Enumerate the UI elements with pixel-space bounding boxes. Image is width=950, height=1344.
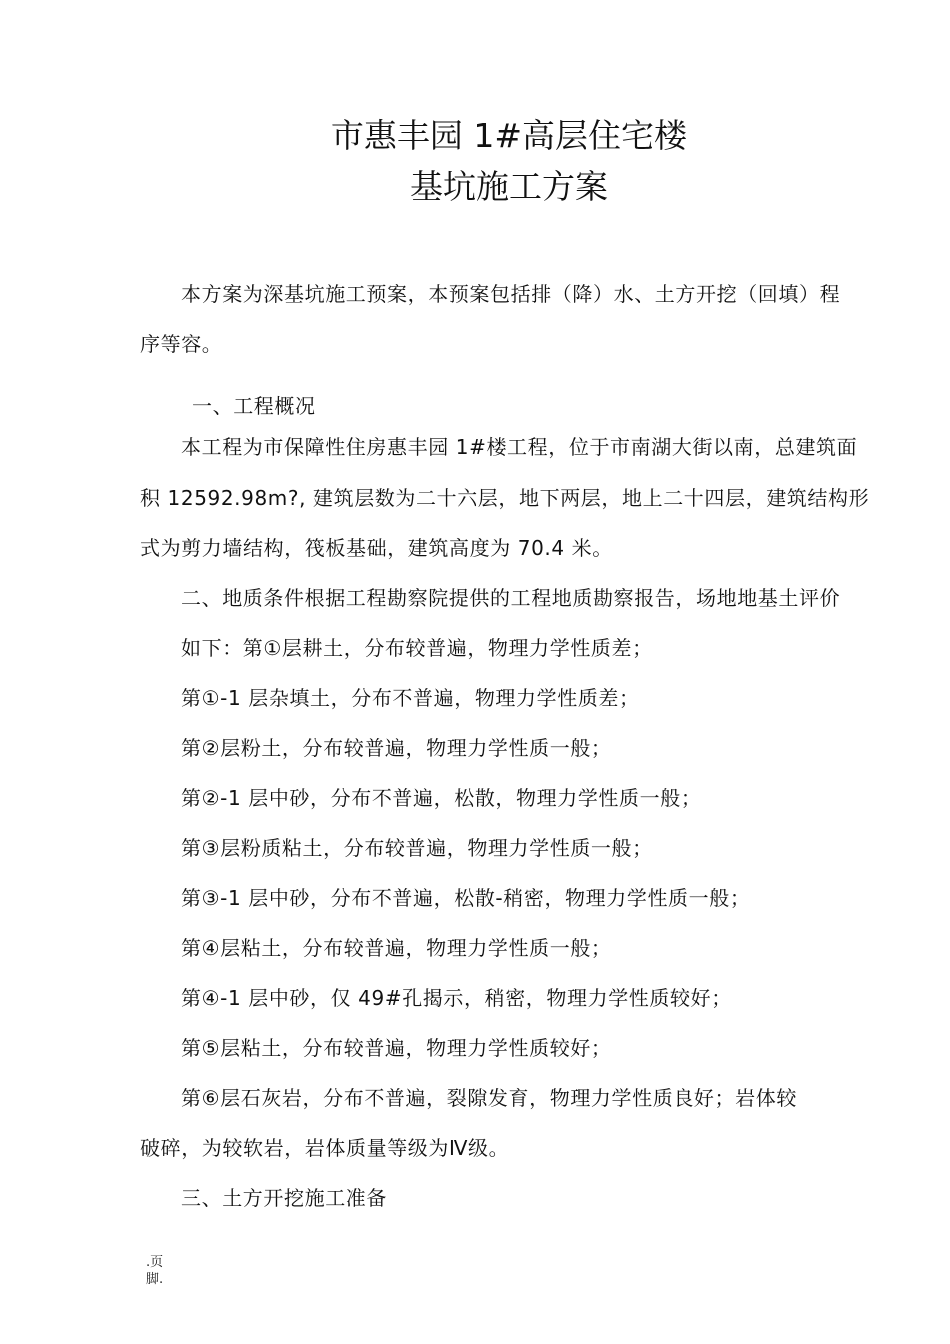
geology-layer-item: 第②层粉土，分布较普遍，物理力学性质一般； xyxy=(181,736,612,760)
intro-paragraph-line-2: 序等容。 xyxy=(140,332,223,356)
overview-paragraph-line-1: 本工程为市保障性住房惠丰园 1#楼工程，位于市南湖大街以南，总建筑面 xyxy=(181,435,858,459)
document-title-line-1: 市惠丰园 1#高层住宅楼 xyxy=(330,116,688,155)
page-footer-line-1: .页 xyxy=(146,1255,164,1270)
overview-paragraph-line-2: 积 12592.98m?, 建筑层数为二十六层，地下两层，地上二十四层，建筑结构形 xyxy=(140,486,870,510)
geology-layer-item: 第⑥层石灰岩，分布不普遍，裂隙发育，物理力学性质良好；岩体较 xyxy=(181,1086,797,1110)
document-title-line-2: 基坑施工方案 xyxy=(410,167,608,206)
geology-layer-item: 第③-1 层中砂，分布不普遍，松散-稍密，物理力学性质一般； xyxy=(181,886,751,910)
page-footer-line-2: 脚. xyxy=(146,1272,164,1287)
geology-layer-item: 第④-1 层中砂，仅 49#孔揭示，稍密，物理力学性质较好； xyxy=(181,986,732,1010)
geology-layer-item: 第⑤层粘土，分布较普遍，物理力学性质较好； xyxy=(181,1036,612,1060)
geology-layer-item: 第①-1 层杂填土，分布不普遍，物理力学性质差； xyxy=(181,686,640,710)
intro-paragraph-line-1: 本方案为深基坑施工预案，本预案包括排（降）水、土方开挖（回填）程 xyxy=(181,282,841,306)
geology-layer-item: 第④层粘土，分布较普遍，物理力学性质一般； xyxy=(181,936,612,960)
geology-paragraph-line-2: 如下：第①层耕土，分布较普遍，物理力学性质差； xyxy=(181,636,653,660)
geology-paragraph-line-1: 二、地质条件根据工程勘察院提供的工程地质勘察报告，场地地基土评价 xyxy=(181,586,841,610)
section-heading-excavation-preparation: 三、土方开挖施工准备 xyxy=(181,1186,387,1210)
overview-paragraph-line-3: 式为剪力墙结构，筏板基础，建筑高度为 70.4 米。 xyxy=(140,536,613,560)
section-heading-overview: 一、工程概况 xyxy=(192,394,316,418)
geology-layer-item: 第③层粉质粘土，分布较普遍，物理力学性质一般； xyxy=(181,836,653,860)
geology-layer-item: 第②-1 层中砂，分布不普遍，松散，物理力学性质一般； xyxy=(181,786,702,810)
geology-layer-item-continuation: 破碎，为较软岩，岩体质量等级为Ⅳ级。 xyxy=(140,1136,510,1160)
